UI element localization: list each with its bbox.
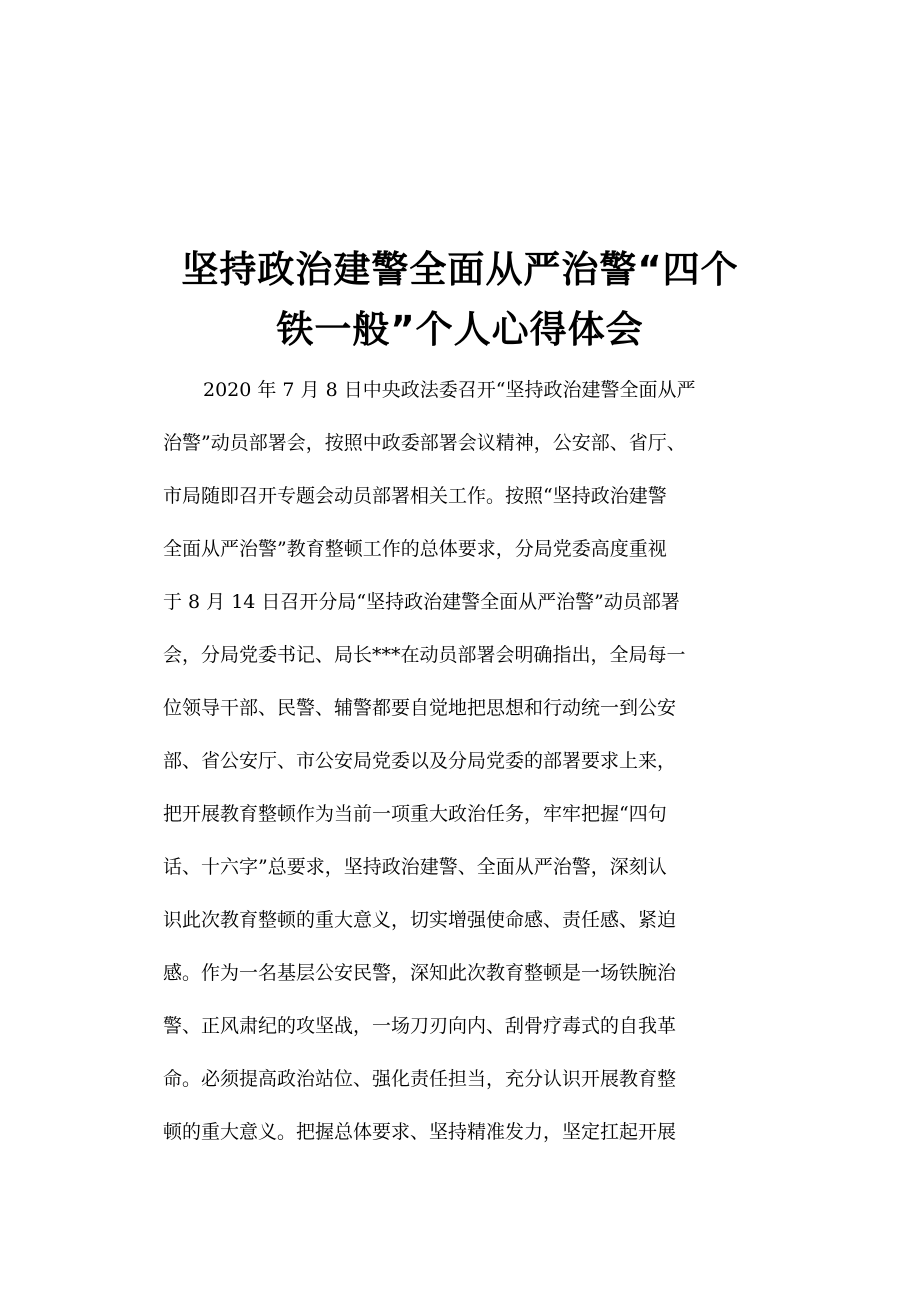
document-title (140, 240, 780, 360)
body-line: 识此次教育整顿的重大意义，切实增强使命感、责任感、紧迫 (163, 909, 677, 931)
body-line: 命。必须提高政治站位、强化责任担当，充分认识开展教育整 (163, 1068, 677, 1090)
body-line: 把开展教育整顿作为当前一项重大政治任务，牢牢把握“四句 (163, 803, 667, 825)
body-line: 感。作为一名基层公安民警，深知此次教育整顿是一场铁腕治 (163, 962, 677, 984)
body-line: 话、十六字”总要求，坚持政治建警、全面从严治警，深刻认 (163, 856, 667, 878)
body-line: 顿的重大意义。把握总体要求、坚持精准发力，坚定扛起开展 (163, 1121, 677, 1143)
document-body (163, 375, 783, 1170)
body-line: 会，分局党委书记、局长***在动员部署会明确指出，全局每一 (163, 644, 686, 666)
title-line-2: 铁一般”个人心得体会 (276, 308, 644, 351)
body-line: 部、省公安厅、市公安局党委以及分局党委的部署要求上来， (163, 750, 677, 772)
body-line: 于 8 月 14 日召开分局“坚持政治建警全面从严治警”动员部署 (163, 591, 680, 613)
title-line-1: 坚持政治建警全面从严治警“四个 (181, 248, 739, 291)
body-line: 全面从严治警”教育整顿工作的总体要求，分局党委高度重视 (163, 538, 667, 560)
body-line: 市局随即召开专题会动员部署相关工作。按照“坚持政治建警 (163, 485, 667, 507)
body-line: 位领导干部、民警、辅警都要自觉地把思想和行动统一到公安 (163, 697, 677, 719)
body-line: 治警”动员部署会，按照中政委部署会议精神，公安部、省厅、 (163, 432, 686, 454)
body-line: 警、正风肃纪的攻坚战，一场刀刃向内、刮骨疗毒式的自我革 (163, 1015, 677, 1037)
body-line: 2020 年 7 月 8 日中央政法委召开“坚持政治建警全面从严 (203, 379, 696, 401)
